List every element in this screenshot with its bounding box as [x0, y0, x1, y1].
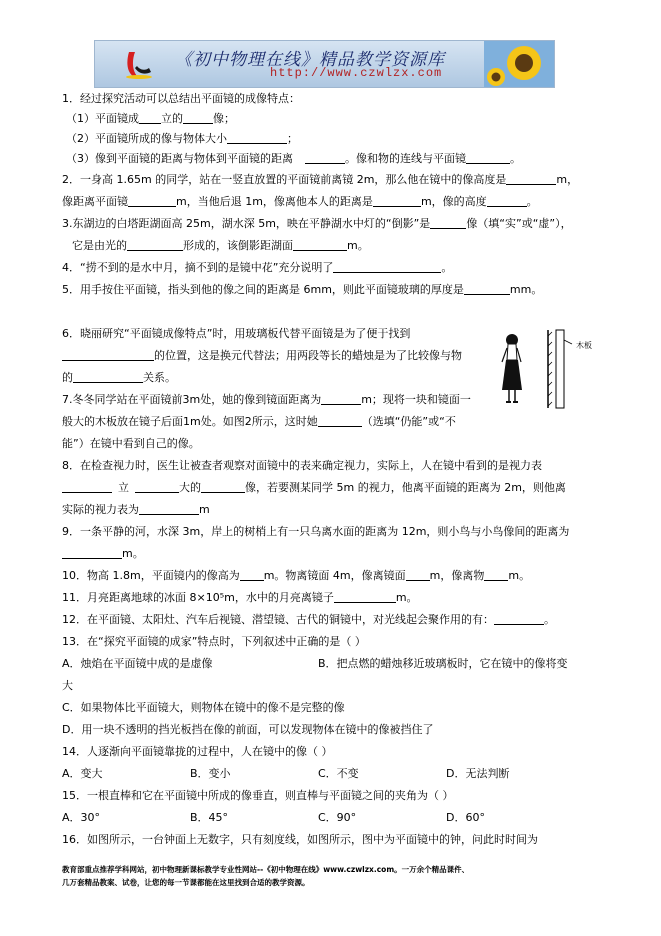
- q7-line2: 般大的木板放在镜子后面1m处。如图2所示，这时她 （选填“仍能”或“不: [62, 415, 456, 428]
- answer-blank[interactable]: [139, 501, 199, 515]
- answer-blank[interactable]: [318, 413, 362, 427]
- q15-option-b[interactable]: B．45°: [190, 811, 229, 824]
- q6-line2: 的位置，这是换元代替法；用两段等长的蜡烛是为了比较像与物: [62, 345, 602, 367]
- answer-blank[interactable]: [506, 171, 556, 185]
- q13-option-b[interactable]: B．把点燃的蜡烛移近玻璃板时，它在镜中的像将变: [318, 657, 568, 670]
- q8-line3: 实际的视力表为 m: [62, 503, 210, 516]
- answer-blank[interactable]: [227, 130, 287, 144]
- answer-blank[interactable]: [487, 193, 527, 207]
- board: [556, 330, 564, 408]
- q5-line: 5．用手按住平面镜，指头到他的像之间的距离是 6mm，则此平面镜玻璃的厚度是 mm。: [62, 283, 543, 296]
- q14-option-a[interactable]: A．变大: [62, 767, 103, 780]
- answer-blank[interactable]: [430, 215, 466, 229]
- answer-blank[interactable]: [183, 110, 213, 124]
- banner-title: 《初中物理在线》精品教学资源库: [175, 50, 445, 70]
- q8-line2: 立 大的 像，若要测某同学 5m 的视力，他离平面镜的距离为 2m，则他离: [62, 477, 602, 499]
- q6-line1: 6．晓丽研究“平面镜成像特点”时，用玻璃板代替平面镜是为了便于找到: [62, 327, 411, 340]
- answer-blank[interactable]: [128, 193, 176, 207]
- mirror-board-figure: [498, 328, 606, 410]
- q1-item1: （1）平面镜成 立的 像；: [66, 112, 235, 125]
- mirror: [548, 330, 552, 408]
- q15-options: [62, 807, 602, 829]
- answer-blank[interactable]: [305, 150, 345, 164]
- footer-line1: 教育部重点推荐学科网站，初中物理新课标教学专业性网站--《初中物理在线》www.czwlzx.com。一万余个精品课件、: [62, 865, 470, 874]
- q13-options-ab: [62, 653, 602, 675]
- answer-blank[interactable]: [201, 479, 245, 493]
- q10-line: 10．物高 1.8m，平面镜内的像高为 m。物离镜面 4m，像离镜面 m，像离物 m。: [62, 569, 531, 582]
- q4-line: 4．“捞不到的是水中月，摘不到的是镜中花”充分说明了 。: [62, 261, 453, 274]
- answer-blank[interactable]: [73, 369, 143, 383]
- answer-blank[interactable]: [135, 479, 179, 493]
- answer-blank[interactable]: [333, 259, 441, 273]
- q1-item2: （2）平面镜所成的像与物体大小 ；: [66, 132, 298, 145]
- q14-options: [62, 763, 602, 785]
- q13-option-c[interactable]: C．如果物体比平面镜大，则物体在镜中的像不是完整的像: [62, 701, 345, 714]
- q14-option-c[interactable]: C．不变: [318, 767, 359, 780]
- q14-option-d[interactable]: D．无法判断: [446, 767, 510, 780]
- board-label: 木板: [576, 341, 592, 350]
- worksheet: [62, 89, 602, 851]
- q16-stem: 16．如图所示，一台钟面上无数字，只有刻度线，如图所示，图中为平面镜中的钟，问此时时间为: [62, 833, 538, 846]
- q1-item3: （3）像到平面镜的距离与物体到平面镜的距离 。像和物的连线与平面镜 。: [66, 152, 521, 165]
- q15-option-d[interactable]: D．60°: [446, 811, 485, 824]
- answer-blank[interactable]: [293, 237, 347, 251]
- q7-line3: 能”）在镜中看到自己的像。: [62, 437, 200, 450]
- answer-blank[interactable]: [62, 347, 154, 361]
- answer-blank[interactable]: [494, 611, 544, 625]
- q2-line2: 像距离平面镜 m，当他后退 1m，像离他本人的距离是 m，像的高度 。: [62, 195, 538, 208]
- q13-stem: 13．在“探究平面镜的成家”特点时，下列叙述中正确的是（ ）: [62, 635, 366, 648]
- answer-blank[interactable]: [321, 391, 361, 405]
- q2-line1: 2．一身高 1.65m 的同学，站在一竖直放置的平面镜前离镜 2m，那么他在镜中的像高度是 m，: [62, 173, 579, 186]
- q15-option-c[interactable]: C．90°: [318, 811, 357, 824]
- answer-blank[interactable]: [62, 479, 112, 493]
- q9-line1: 9．一条平静的河，水深 3m，岸上的树梢上有一只乌离水面的距离为 12m，则小鸟与小鸟像间的距离为: [62, 525, 570, 538]
- q14-option-b[interactable]: B．变小: [190, 767, 231, 780]
- q8-line1: 8．在检查视力时，医生让被查者观察对面镜中的表来确定视力，实际上，人在镜中看到的是视力表: [62, 459, 542, 472]
- answer-blank[interactable]: [373, 193, 421, 207]
- page-footer: [62, 863, 602, 889]
- sunflower-image: [484, 41, 554, 87]
- footer-line2: 几万套精品教案、试卷，让您的每一节课都能在这里找到合适的教学资源。: [62, 878, 310, 887]
- q3-line1: 3.东湖边的白塔距湖面高 25m，湖水深 5m，映在平静湖水中灯的“倒影”是 像（填“实”或“虚”），: [62, 217, 572, 230]
- q14-stem: 14．人逐渐向平面镜靠拢的过程中，人在镜中的像（ ）: [62, 745, 333, 758]
- logo-icon: [123, 48, 153, 80]
- answer-blank[interactable]: [406, 567, 430, 581]
- q9-line2: m。: [62, 543, 602, 565]
- q6-line3: 的 关系。: [62, 371, 176, 384]
- q13-option-b-cont: 大: [62, 679, 73, 692]
- q3-line2: 它是由光的 形成的，该倒影距湖面 m。: [72, 239, 369, 252]
- answer-blank[interactable]: [484, 567, 508, 581]
- answer-blank[interactable]: [464, 281, 510, 295]
- girl-figure: [502, 334, 522, 402]
- q15-stem: 15．一根直棒和它在平面镜中所成的像垂直，则直棒与平面镜之间的夹角为（ ）: [62, 789, 454, 802]
- answer-blank[interactable]: [240, 567, 264, 581]
- q15-option-a[interactable]: A．30°: [62, 811, 101, 824]
- q11-line: 11．月亮距离地球的冰面 8×10⁵m，水中的月亮离镜子 m。: [62, 591, 418, 604]
- answer-blank[interactable]: [334, 589, 396, 603]
- answer-blank[interactable]: [127, 237, 183, 251]
- answer-blank[interactable]: [62, 545, 122, 559]
- header-banner: [94, 40, 555, 88]
- q7-line1: 7.冬冬同学站在平面镜前3m处，她的像到镜面距离为 m；现将一块和镜面一: [62, 393, 471, 406]
- answer-blank[interactable]: [466, 150, 510, 164]
- q12-line: 12．在平面镜、太阳灶、汽车后视镜、潜望镜、古代的铜镜中，对光线起会聚作用的有： 。: [62, 613, 555, 626]
- q13-option-d[interactable]: D．用一块不透明的挡光板挡在像的前面，可以发现物体在镜中的像被挡住了: [62, 723, 434, 736]
- answer-blank[interactable]: [139, 110, 161, 124]
- q1-stem: 1．经过探究活动可以总结出平面镜的成像特点：: [62, 92, 300, 105]
- q13-option-a[interactable]: A．烛焰在平面镜中成的是虚像: [62, 657, 213, 670]
- banner-url[interactable]: http://www.czwlzx.com: [270, 66, 443, 80]
